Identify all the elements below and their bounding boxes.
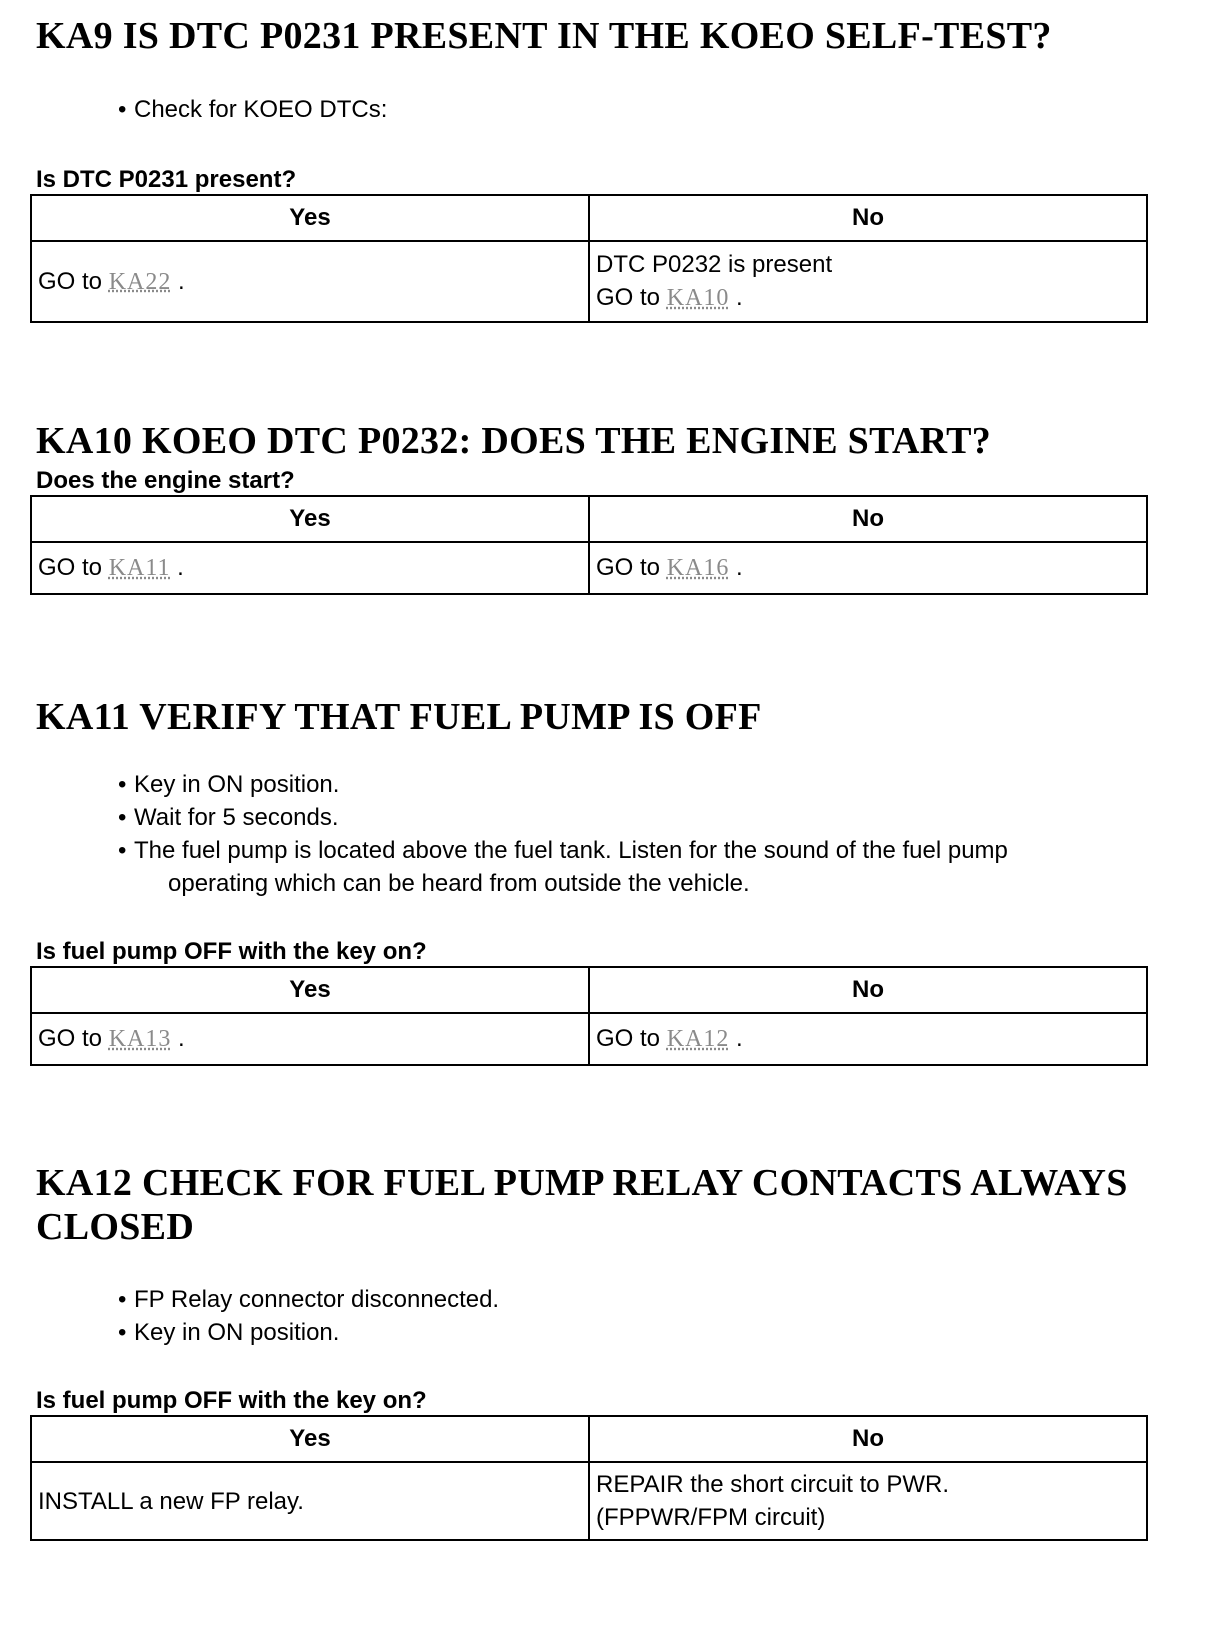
no-cell <box>589 542 1147 594</box>
period: . <box>736 554 743 581</box>
link-ka11[interactable]: KA11 <box>108 555 171 581</box>
table-row <box>31 241 1147 322</box>
heading-line2: CLOSED <box>36 1206 195 1248</box>
table-row <box>31 1013 1147 1065</box>
question-label: Is fuel pump OFF with the key on? <box>36 938 427 965</box>
yes-header: Yes <box>31 496 589 542</box>
no-cell <box>589 241 1147 322</box>
yes-text: GO to <box>38 267 103 295</box>
answer-table <box>30 495 1148 595</box>
table-header-row <box>31 496 1147 542</box>
table-row <box>31 1462 1147 1540</box>
section-ka10 <box>36 419 1196 595</box>
no-cell <box>589 1462 1147 1540</box>
answer-table <box>30 194 1148 323</box>
question-label: Does the engine start? <box>36 467 295 494</box>
link-ka10[interactable]: KA10 <box>666 285 730 311</box>
section-heading: KA9 IS DTC P0231 PRESENT IN THE KOEO SELF-TEST? <box>36 15 1052 57</box>
table-row <box>31 542 1147 594</box>
period: . <box>178 1025 185 1052</box>
no-cell <box>589 1013 1147 1065</box>
no-text-line1: REPAIR the short circuit to PWR. <box>596 1471 949 1498</box>
yes-header: Yes <box>31 195 589 241</box>
period: . <box>736 1025 743 1052</box>
table-header-row <box>31 1416 1147 1462</box>
section-ka9 <box>36 14 1196 323</box>
no-text: GO to <box>596 1025 661 1052</box>
no-text: GO to <box>596 554 661 581</box>
no-text-line2 <box>596 281 1140 315</box>
answer-table <box>30 1415 1148 1541</box>
yes-header: Yes <box>31 1416 589 1462</box>
answer-table <box>30 966 1148 1066</box>
bullet-list <box>36 1283 1196 1349</box>
period: . <box>177 554 184 581</box>
bullet-item: • Key in ON position. <box>118 768 1196 801</box>
no-text-line2: (FPPWR/FPM circuit) <box>596 1504 826 1531</box>
bullet-item: • Wait for 5 seconds. <box>118 801 1196 834</box>
bullet-continuation: operating which can be heard from outside the vehicle. <box>168 870 750 897</box>
section-heading: KA11 VERIFY THAT FUEL PUMP IS OFF <box>36 696 762 738</box>
section-heading: KA10 KOEO DTC P0232: DOES THE ENGINE START? <box>36 420 992 462</box>
bullet-item: • Check for KOEO DTCs: <box>118 93 1196 126</box>
bullet-item: • FP Relay connector disconnected. <box>118 1283 1196 1316</box>
period: . <box>178 267 185 295</box>
period: . <box>736 284 743 311</box>
no-header: No <box>589 496 1147 542</box>
section-ka12 <box>36 1161 1196 1541</box>
link-ka13[interactable]: KA13 <box>108 1026 172 1052</box>
bullet-list <box>36 93 1196 126</box>
table-header-row <box>31 967 1147 1013</box>
yes-header: Yes <box>31 967 589 1013</box>
question-label: Is fuel pump OFF with the key on? <box>36 1387 427 1414</box>
bullet-item: • Key in ON position. <box>118 1316 1196 1349</box>
yes-cell <box>31 241 589 322</box>
question-label: Is DTC P0231 present? <box>36 166 297 193</box>
section-ka11 <box>36 695 1196 1066</box>
heading-line1: KA12 CHECK FOR FUEL PUMP RELAY CONTACTS ALWAYS <box>36 1162 1128 1204</box>
link-ka22[interactable]: KA22 <box>108 268 172 295</box>
yes-cell <box>31 542 589 594</box>
bullet-text: The fuel pump is located above the fuel tank. Listen for the sound of the fuel pump <box>134 837 1008 864</box>
no-header: No <box>589 1416 1147 1462</box>
link-ka12[interactable]: KA12 <box>666 1026 730 1052</box>
yes-text: GO to <box>38 554 103 581</box>
no-header: No <box>589 195 1147 241</box>
no-text-line1: DTC P0232 is present <box>596 251 833 278</box>
no-text: GO to <box>596 284 661 311</box>
bullet-item <box>118 834 1196 900</box>
link-ka16[interactable]: KA16 <box>666 555 730 581</box>
yes-cell: INSTALL a new FP relay. <box>31 1462 589 1540</box>
table-header-row <box>31 195 1147 241</box>
yes-text: GO to <box>38 1025 103 1052</box>
section-heading <box>36 1161 1196 1249</box>
yes-cell <box>31 1013 589 1065</box>
no-header: No <box>589 967 1147 1013</box>
bullet-list <box>36 768 1196 900</box>
